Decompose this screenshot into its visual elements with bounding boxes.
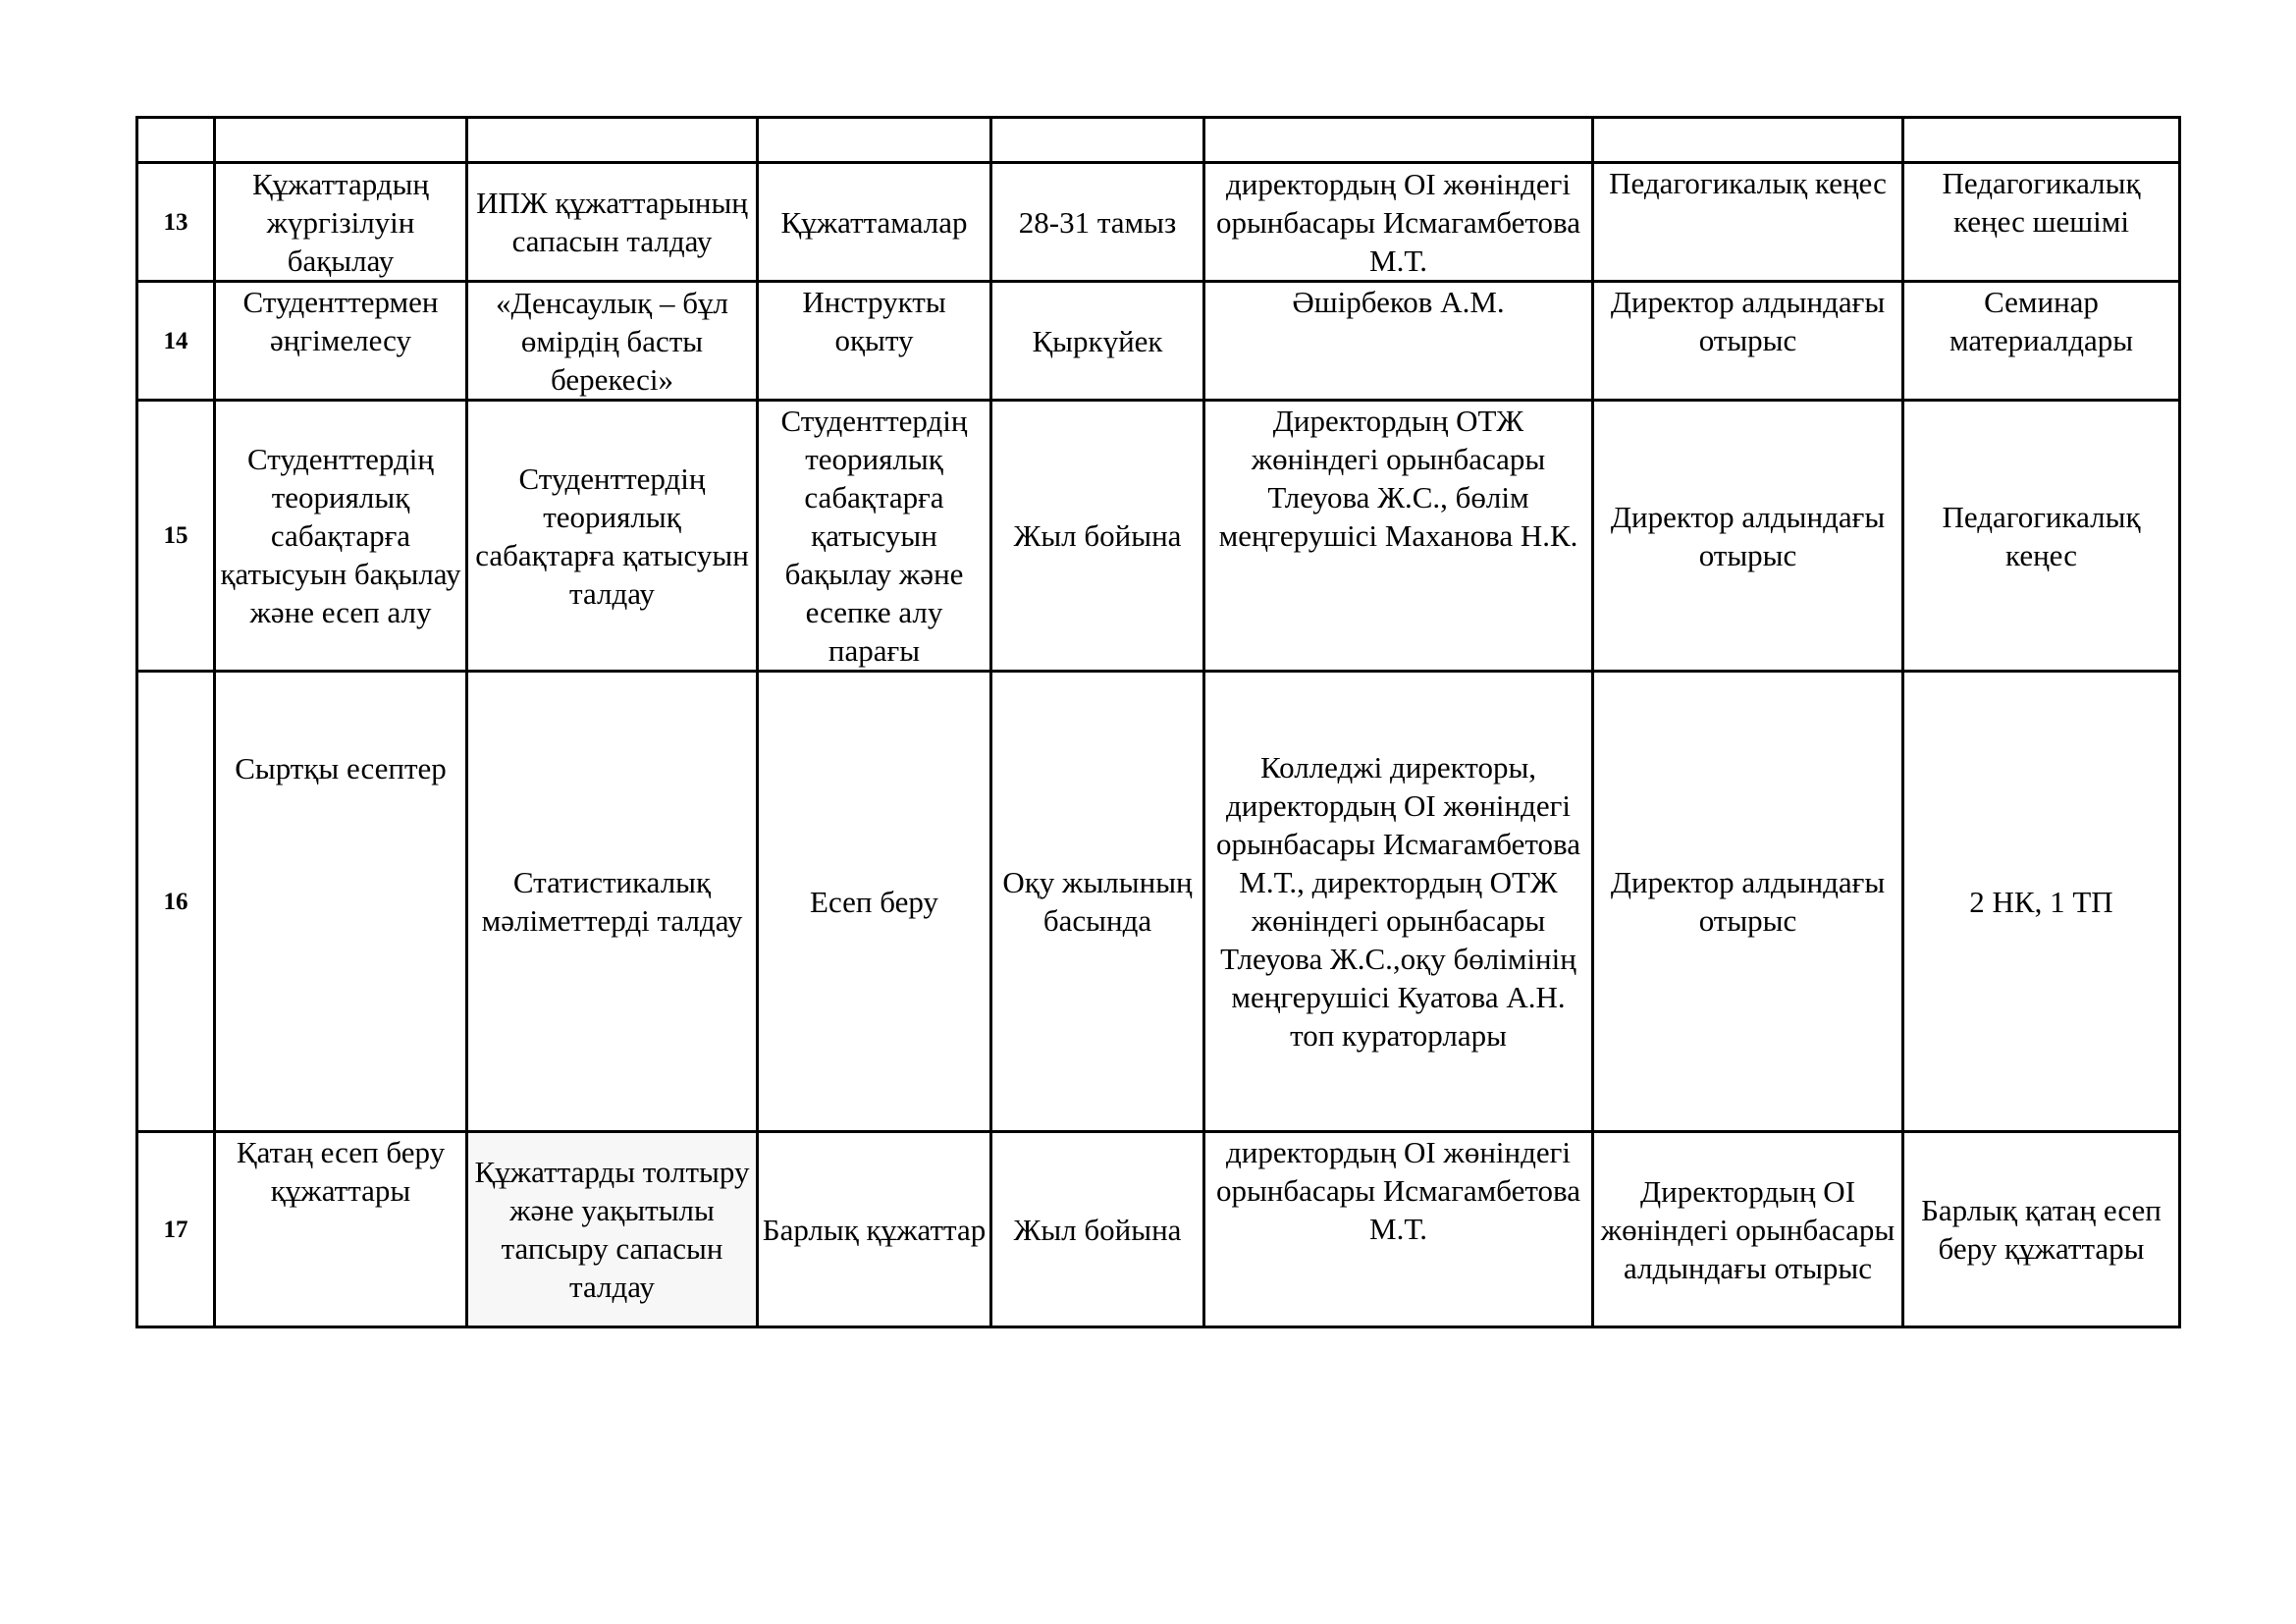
plan-table	[135, 116, 2181, 1328]
header-cell	[137, 118, 215, 163]
header-cell	[991, 118, 1204, 163]
table-row	[137, 282, 2180, 401]
result-cell: 2 НК, 1 ТП	[1903, 672, 2180, 1132]
event-cell: Студенттердің теориялық сабақтарға қатысуын бақылау және есеп алу	[215, 401, 467, 672]
header-cell	[467, 118, 758, 163]
responsible-cell: директордың ОІ жөніндегі орынбасары Исмагамбетова М.Т.	[1204, 1132, 1593, 1327]
review-cell: Директордың ОІ жөніндегі орынбасары алдындағы отырыс	[1593, 1132, 1903, 1327]
object-cell: Құжаттамалар	[758, 163, 991, 282]
responsible-cell: директордың ОІ жөніндегі орынбасары Исмагамбетова М.Т.	[1204, 163, 1593, 282]
header-cell	[215, 118, 467, 163]
date-cell: Жыл бойына	[991, 401, 1204, 672]
header-cell	[1903, 118, 2180, 163]
header-cell	[1204, 118, 1593, 163]
date-cell: Жыл бойына	[991, 1132, 1204, 1327]
responsible-cell: Колледжі директоры, директордың ОІ жөніндегі орынбасары Исмагамбетова М.Т., директордың ОТЖ жөніндегі орынбасары Тлеуова Ж.С.,оқу бөлімінің меңгерушісі Куатова А.Н. топ кураторлары	[1204, 672, 1593, 1132]
row-number: 14	[137, 282, 215, 401]
result-cell: Семинар материалдары	[1903, 282, 2180, 401]
header-cell	[1593, 118, 1903, 163]
header-cell	[758, 118, 991, 163]
event-cell: Сыртқы есептер	[215, 672, 467, 1132]
date-cell: 28-31 тамыз	[991, 163, 1204, 282]
date-cell: Оқу жылының басында	[991, 672, 1204, 1132]
goal-cell: Студенттердің теориялық сабақтарға қатысуын талдау	[467, 401, 758, 672]
review-cell: Директор алдындағы отырыс	[1593, 401, 1903, 672]
review-cell: Директор алдындағы отырыс	[1593, 672, 1903, 1132]
object-cell: Студенттердің теориялық сабақтарға қатысуын бақылау және есепке алу парағы	[758, 401, 991, 672]
goal-cell: ИПЖ құжаттарының сапасын талдау	[467, 163, 758, 282]
review-cell: Директор алдындағы отырыс	[1593, 282, 1903, 401]
event-cell: Құжаттардың жүргізілуін бақылау	[215, 163, 467, 282]
row-number: 13	[137, 163, 215, 282]
result-cell: Педагогикалық кеңес	[1903, 401, 2180, 672]
object-cell: Инструкты оқыту	[758, 282, 991, 401]
row-number: 17	[137, 1132, 215, 1327]
row-number: 16	[137, 672, 215, 1132]
table-header-row	[137, 118, 2180, 163]
object-cell: Есеп беру	[758, 672, 991, 1132]
responsible-cell: Директордың ОТЖ жөніндегі орынбасары Тлеуова Ж.С., бөлім меңгерушісі Маханова Н.К.	[1204, 401, 1593, 672]
date-cell: Қыркүйек	[991, 282, 1204, 401]
result-cell: Барлық қатаң есеп беру құжаттары	[1903, 1132, 2180, 1327]
object-cell: Барлық құжаттар	[758, 1132, 991, 1327]
event-cell: Қатаң есеп беру құжаттары	[215, 1132, 467, 1327]
result-cell: Педагогикалық кеңес шешімі	[1903, 163, 2180, 282]
row-number: 15	[137, 401, 215, 672]
goal-cell: «Денсаулық – бұл өмірдің басты берекесі»	[467, 282, 758, 401]
table-row	[137, 401, 2180, 672]
table-row	[137, 672, 2180, 1132]
event-cell: Студенттермен әңгімелесу	[215, 282, 467, 401]
goal-cell: Құжаттарды толтыру және уақытылы тапсыру сапасын талдау	[467, 1132, 758, 1327]
table-row	[137, 163, 2180, 282]
responsible-cell: Әшірбеков А.М.	[1204, 282, 1593, 401]
goal-cell: Статистикалық мәліметтерді талдау	[467, 672, 758, 1132]
review-cell: Педагогикалық кеңес	[1593, 163, 1903, 282]
table-row	[137, 1132, 2180, 1327]
